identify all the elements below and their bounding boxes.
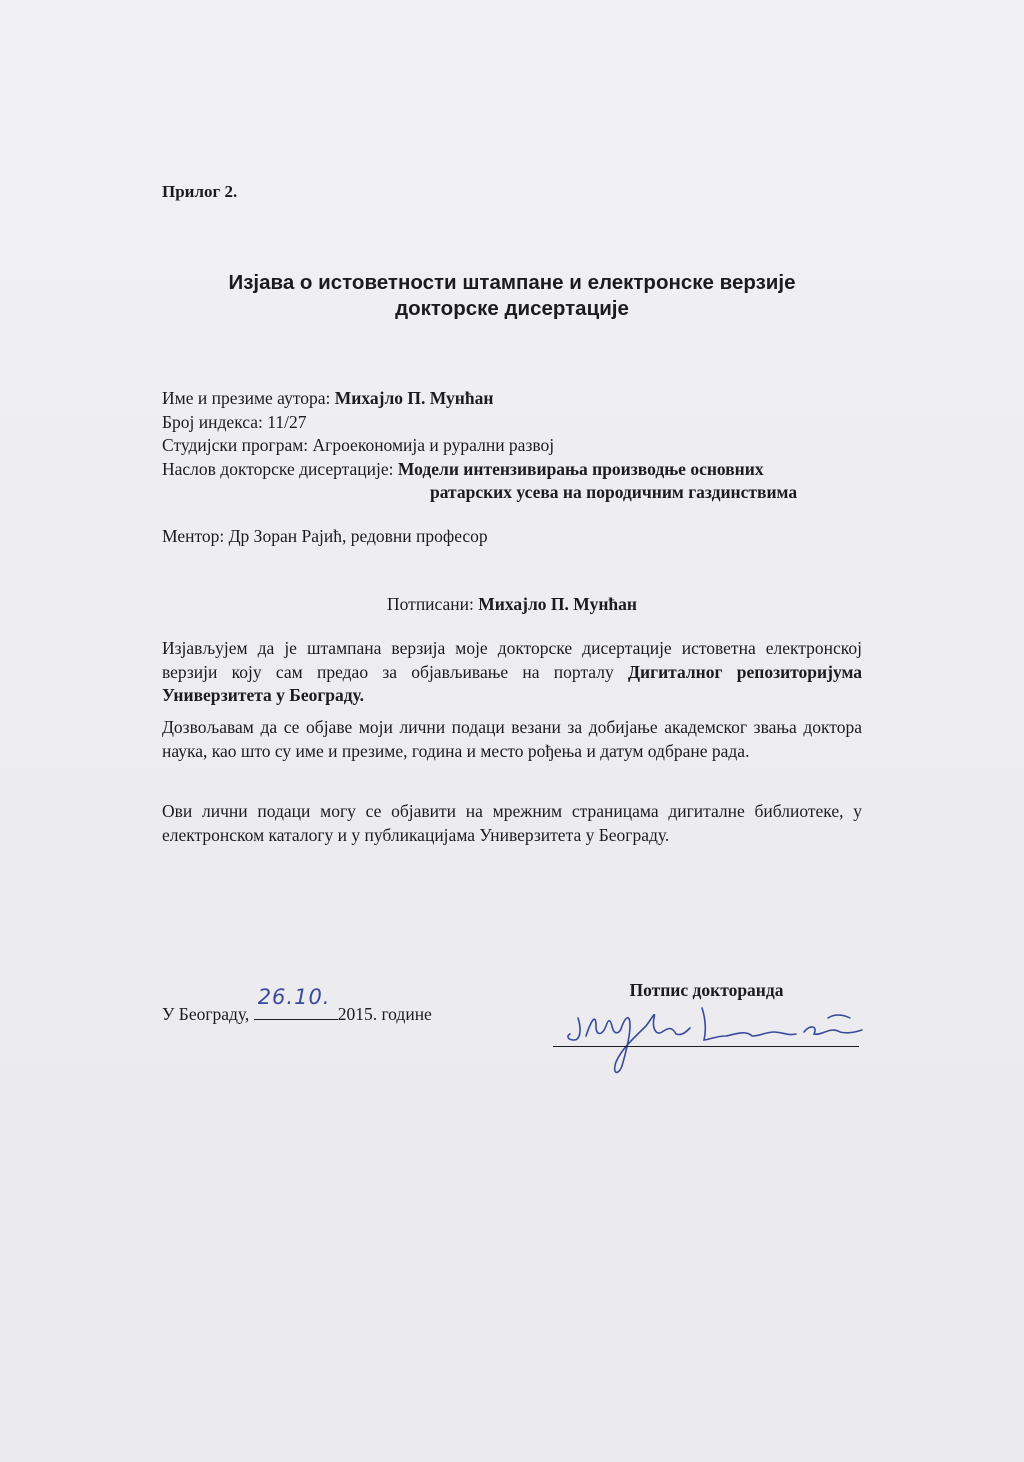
handwritten-signature — [556, 996, 866, 1076]
attachment-label: Прилог 2. — [162, 182, 238, 201]
thesis-title-label: Наслов докторске дисертације: — [162, 458, 394, 479]
mentor-value: Др Зоран Рајић, редовни професор — [228, 526, 488, 546]
place-prefix: У Београду, — [162, 1004, 250, 1024]
signature-line — [553, 1046, 859, 1047]
signed-name: Михајло П. Мунћан — [478, 594, 637, 614]
author-row — [162, 387, 882, 411]
program-value: Агроекономија и рурални развој — [312, 435, 555, 455]
repository-name: Дигиталног репозиторијума Универзитета у Београду. — [162, 661, 863, 705]
program-row — [162, 434, 882, 458]
mentor-row — [162, 526, 488, 547]
author-label: Име и презиме аутора: — [162, 388, 331, 408]
consent-paragraph: Дозвољавам да се објаве моји лични подаци везани за добијање академског звања доктора наука, као што су име и презиме, година и место рођења и датум одбране рада. — [162, 717, 862, 761]
program-label: Студијски програм: — [162, 435, 309, 455]
signed-label: Потписани: — [387, 594, 474, 614]
signature-label: Потпис докторанда — [629, 980, 784, 1000]
thesis-title-line-1: Модели интензивирања производње основних — [397, 458, 764, 479]
title-line-2: докторске дисертације — [395, 297, 629, 320]
handwritten-date: 26.10. — [257, 985, 331, 1009]
declaration-text: Изјављујем да је штампана верзија моје докторске дисертације истоветна електронској верзији коју сам предао за објављивање на порталу — [162, 638, 862, 682]
date-blank — [254, 985, 338, 1020]
index-value: 11/27 — [267, 411, 307, 432]
declaration-paragraph — [162, 637, 862, 708]
author-info-block — [162, 387, 882, 505]
thesis-title-line-2: ратарских усева на породичним газдинствима — [430, 482, 798, 502]
index-label: Број индекса: — [162, 411, 263, 432]
publication-paragraph: Ови лични подаци могу се објавити на мрежним страницама дигиталне библиотеке, у електронском каталогу и у публикацијама Универзитета у Београду. — [162, 801, 862, 845]
year-suffix: 2015. године — [337, 1004, 432, 1024]
mentor-label: Ментор: — [162, 526, 225, 546]
thesis-title-row — [162, 458, 882, 482]
document-title — [120, 270, 904, 322]
place-date-row — [162, 985, 432, 1025]
author-name: Михајло П. Мунћан — [334, 388, 494, 408]
signed-row — [120, 594, 904, 615]
index-row — [162, 411, 882, 435]
title-line-1: Изјава о истоветности штампане и електронске верзије — [228, 271, 796, 294]
